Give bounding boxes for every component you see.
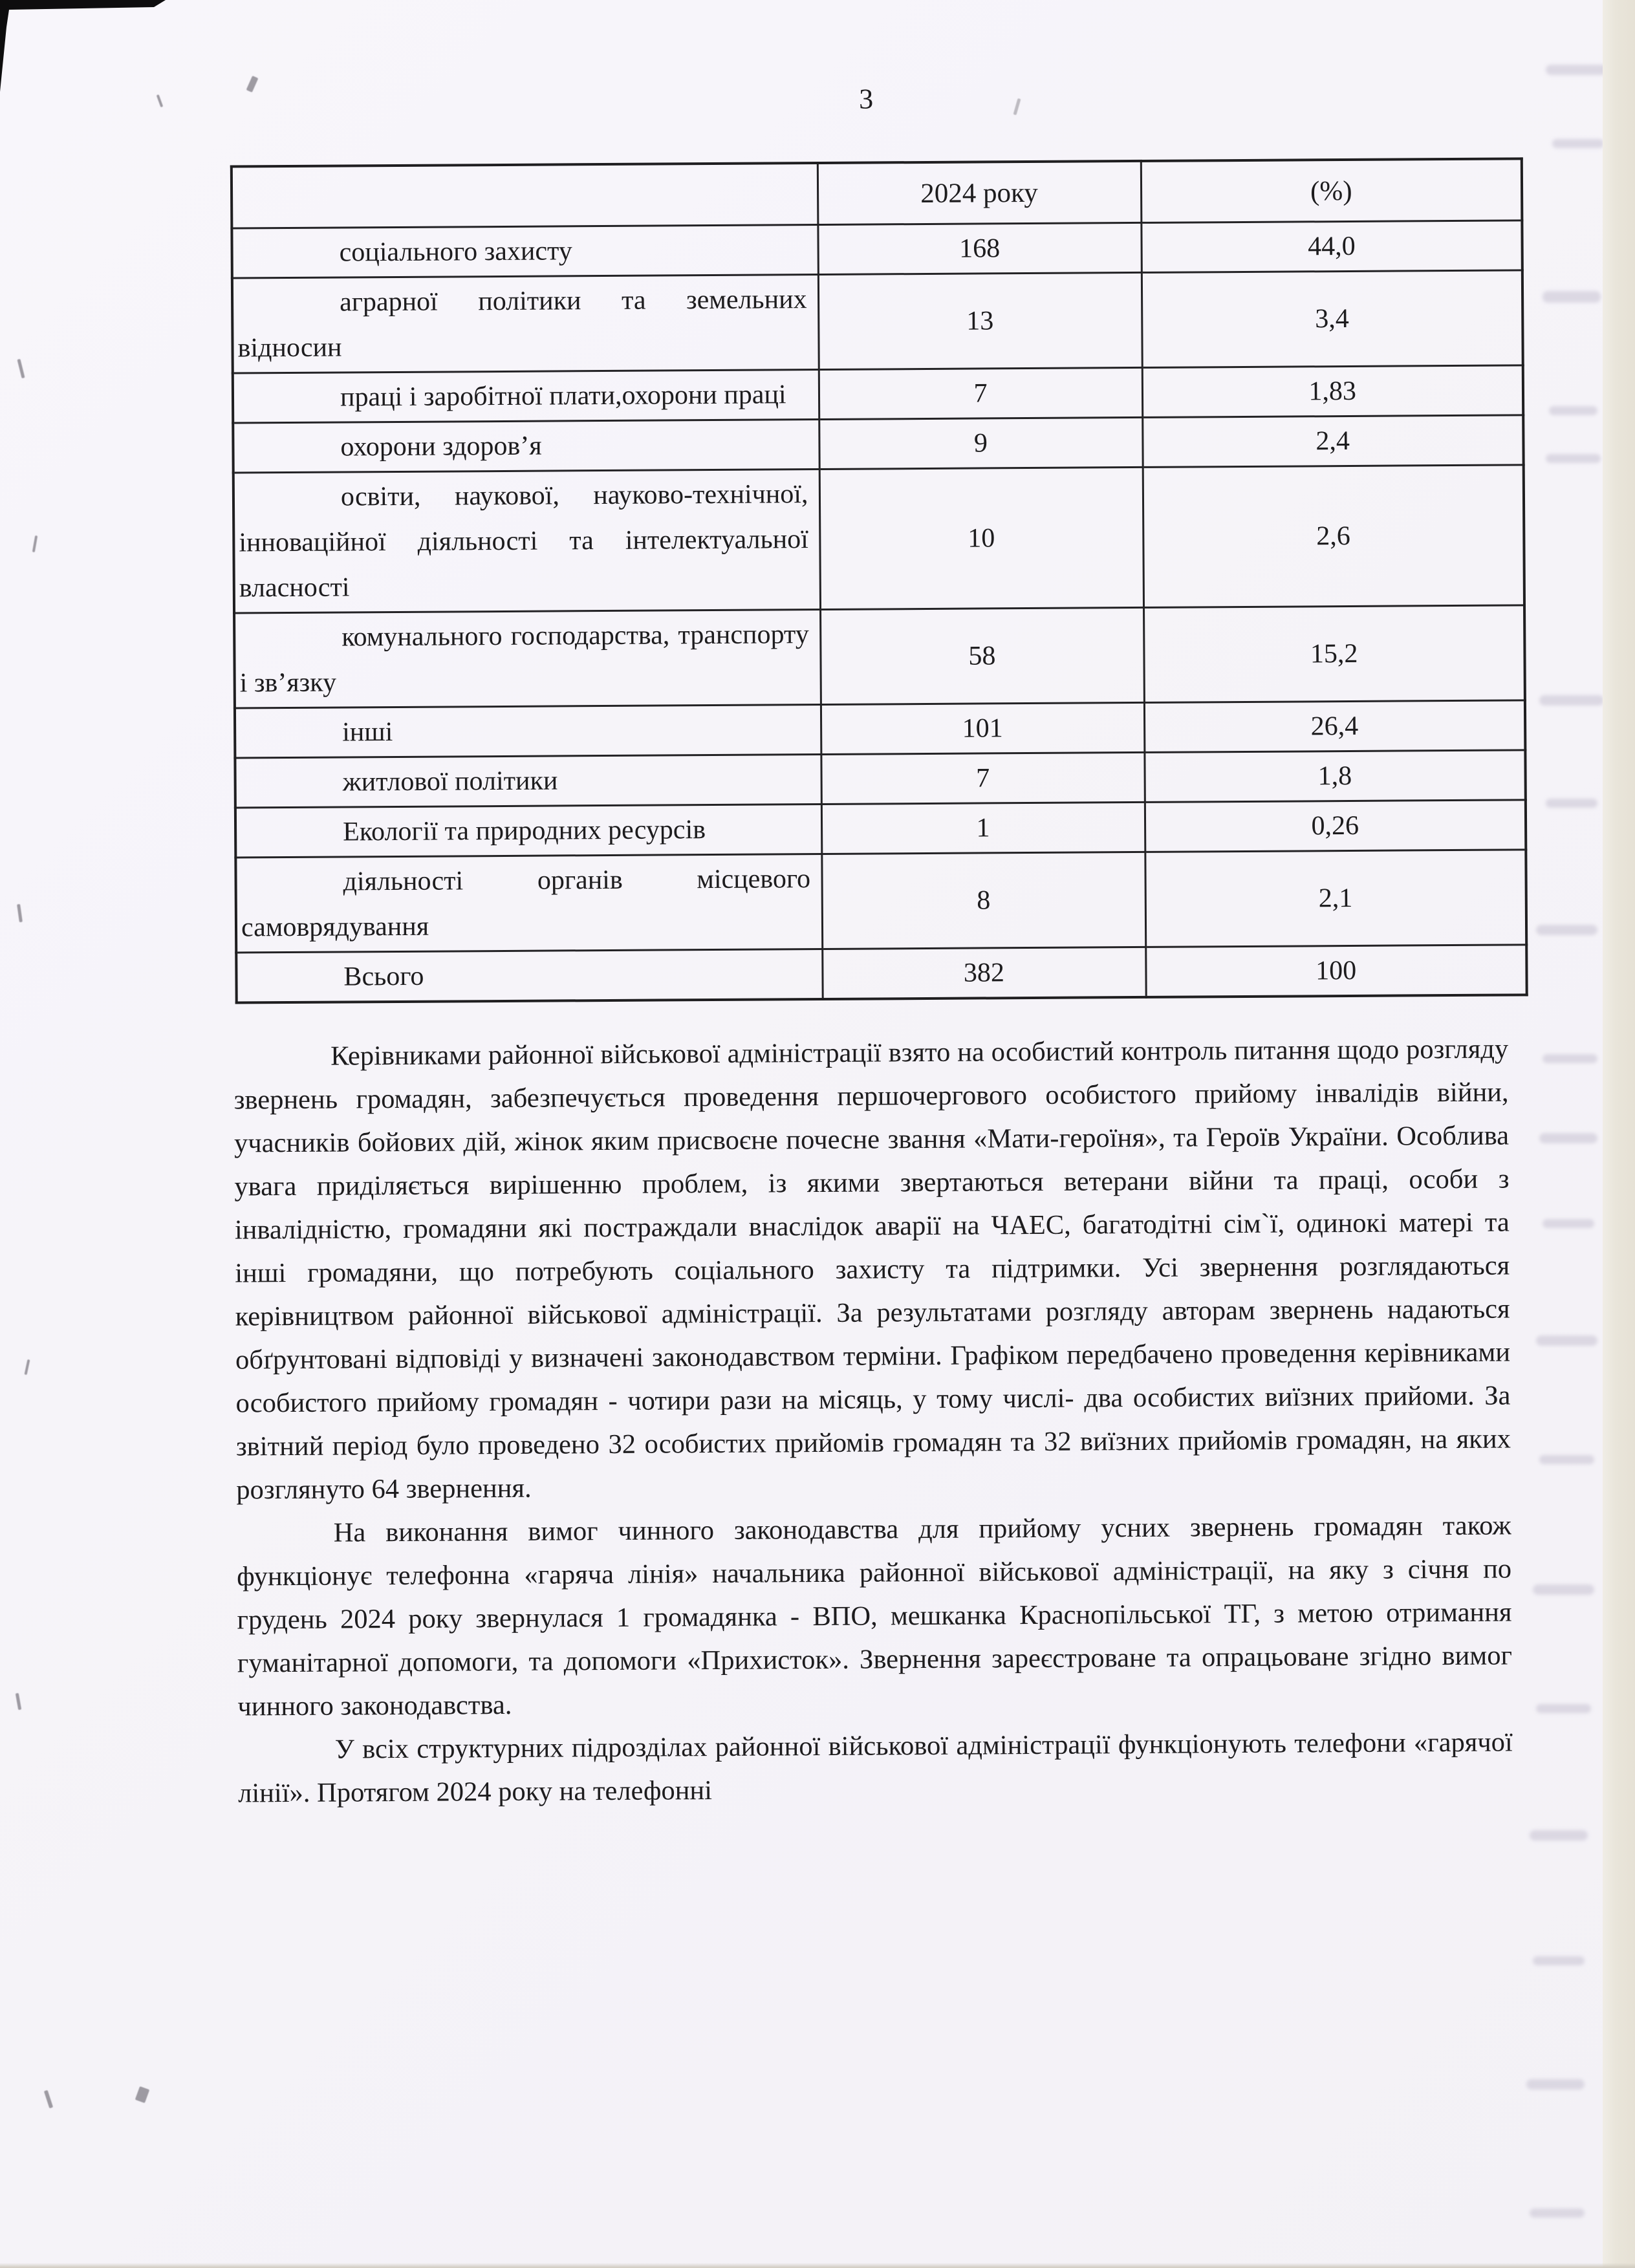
bleed-mark [1549,406,1597,415]
count-cell: 58 [820,607,1144,704]
table-row [233,465,1524,613]
pencil-speck [135,2086,150,2103]
percent-cell: 1,83 [1142,365,1523,418]
count-cell: 7 [819,367,1142,419]
percent-cell: 15,2 [1143,605,1525,703]
bleed-mark [1539,695,1604,706]
bleed-mark [1539,1455,1594,1464]
table-row [232,221,1522,278]
bleed-mark [1546,65,1607,75]
document-body [233,1028,1513,1815]
count-cell: 382 [822,947,1145,999]
topics-table [230,157,1528,1004]
table-row [235,750,1525,808]
count-cell: 101 [821,702,1144,754]
bleed-mark [1543,291,1601,303]
category-cell: соціального захисту [232,225,817,279]
bleed-mark [1546,454,1601,463]
count-cell: 8 [821,852,1145,949]
bleed-mark [1530,2209,1585,2218]
percent-cell: 3,4 [1142,270,1523,368]
scanner-edge [1603,0,1635,2268]
header-cell-year: 2024 року [817,161,1142,225]
table-header-row [232,158,1522,228]
category-cell: аграрної політики та земельних відносин [232,275,819,374]
bleed-mark [1536,925,1597,935]
count-cell: 9 [819,417,1142,469]
bleed-mark [1536,1335,1597,1346]
bleed-mark [1526,2079,1585,2090]
percent-cell: 26,4 [1144,700,1525,753]
bleed-mark [1546,799,1597,808]
count-cell: 1 [821,802,1145,854]
category-cell: комунального господарства, транспорту і зв’язку [234,609,821,708]
percent-cell: 100 [1145,945,1526,997]
bleed-mark [1543,1219,1594,1228]
bleed-mark [1552,139,1604,148]
count-cell: 7 [821,752,1144,804]
percent-cell: 1,8 [1144,750,1525,803]
percent-cell: 2,6 [1143,465,1524,608]
table-row [233,365,1523,423]
table-row [233,415,1523,473]
header-cell-percent: (%) [1141,158,1522,222]
table-row [235,700,1525,758]
bleed-mark [1530,1830,1588,1841]
bleed-mark [1536,1704,1591,1713]
category-cell: діяльності органів місцевого самоврядування [235,854,822,953]
category-cell: охорони здоров’я [233,419,819,473]
category-cell: освіти, наукової, науково-технічної, інноваційної діяльності та інтелектуальної власності [233,469,820,613]
category-cell: праці і заробітної плати,охорони праці [233,369,819,423]
body-paragraph-2: На виконання вимог чинного законодавства для прийому усних звернень громадян також функціонує телефонна «гаряча лінія» начальника районної військової адміністрації, на яку з січня по грудень 2024 року звернулася 1 громадянка - ВПО, мешканка Краснопільської ТГ, з метою отримання гуманітарної допомоги, та допомоги «Прихисток». Звернення зареєстроване та опрацьоване згідно вимог чинного законодавства. [236,1510,1513,1722]
category-cell: інші [235,704,821,758]
table-row [232,270,1523,373]
scanner-bottom-shadow [0,2263,1635,2268]
category-cell: житлової політики [235,754,821,808]
body-paragraph-1: Керівниками районної військової адміністрації взято на особистий контроль питання щодо розгляду звернень громадян, забезпечується проведення першочергового особистого прийому інвалідів війни, учасників бойових дій, жінок яким присвоєне почесне звання «Мати-героїня», та Героїв України. Особлива увага приділяється вирішенню проблем, із якими звертаються ветерани війни та праці, особи з інвалідністю, громадяни які постраждали внаслідок аварії на ЧАЕС, багатодітні сім`ї, одинокі матері та інші громадяни, що потребують соціального захисту та підтримки. Усі звернення розглядаються керівництвом районної військової адміністрації. За результатами розгляду авторам звернень надаються обґрунтовані відповіді у визначені законодавством терміни. Графіком передбачено проведення керівниками особистого прийому громадян - чотири рази на місяць, у тому числі- два особистих виїзних прийоми. За звітний період було проведено 32 особистих прийомів громадян та 32 виїзних прийомів громадян, на яких розглянуто 64 звернення. [233,1033,1511,1506]
page-number: 3 [859,83,874,115]
table-row [235,850,1526,953]
percent-cell: 2,1 [1145,850,1526,947]
bleed-mark [1533,1956,1585,1965]
count-cell: 168 [817,222,1141,274]
body-paragraph-3: У всіх структурних підрозділах районної військової адміністрації функціонують телефони «гарячої лінії». Протягом 2024 року на телефонні [238,1727,1513,1809]
pencil-speck [44,2090,53,2108]
percent-cell: 0,26 [1145,800,1526,852]
header-cell-category [232,163,818,228]
bleed-mark [1543,1054,1597,1063]
table-row [236,945,1526,1003]
percent-cell: 2,4 [1142,415,1523,468]
count-cell: 10 [819,467,1143,609]
percent-cell: 44,0 [1141,221,1522,273]
bleed-mark [1539,1133,1597,1143]
count-cell: 13 [818,272,1142,369]
category-cell: Всього [236,949,822,1002]
bleed-mark [1533,1584,1594,1595]
table-row [234,605,1525,708]
table-row [235,800,1526,858]
category-cell: Екології та природних ресурсів [235,804,821,858]
